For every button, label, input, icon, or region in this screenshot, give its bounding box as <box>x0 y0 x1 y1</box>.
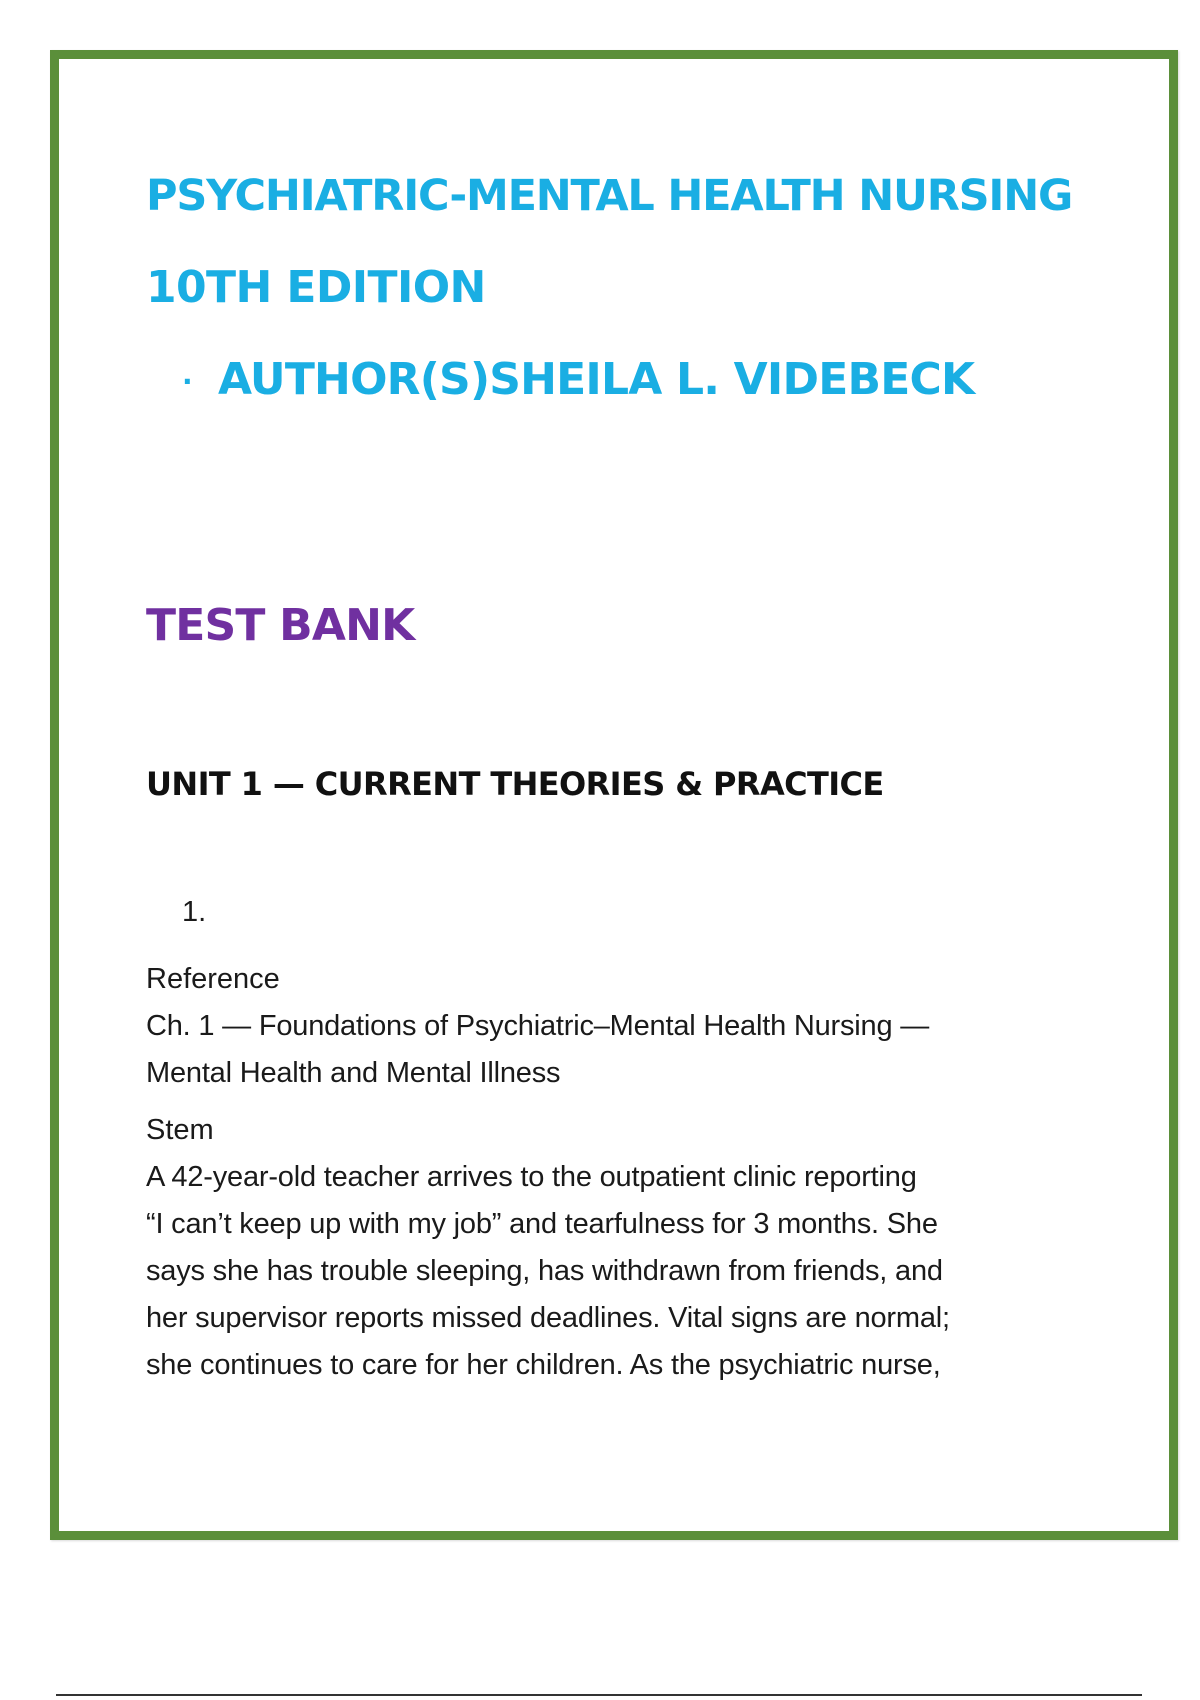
reference-line: Ch. 1 — Foundations of Psychiatric–Mental Health Nursing — <box>146 1010 930 1042</box>
bullet-icon: · <box>182 365 192 398</box>
reference-text <box>146 1003 1086 1097</box>
stem-line: “I can’t keep up with my job” and tearfulness for 3 months. She <box>146 1208 938 1240</box>
footer-divider <box>56 1694 1142 1696</box>
book-title-line-1: PSYCHIATRIC-MENTAL HEALTH NURSING <box>146 171 1073 221</box>
stem-line: her supervisor reports missed deadlines. Vital signs are normal; <box>146 1302 950 1334</box>
book-edition: 10TH EDITION <box>146 262 486 313</box>
stem-text <box>146 1154 1086 1389</box>
reference-label: Reference <box>146 963 280 995</box>
stem-line: she continues to care for her children. As the psychiatric nurse, <box>146 1349 941 1381</box>
stem-line: A 42-year-old teacher arrives to the outpatient clinic reporting <box>146 1161 917 1193</box>
test-bank-heading: TEST BANK <box>146 600 415 651</box>
document-content <box>146 150 1086 1389</box>
stem-label: Stem <box>146 1114 214 1146</box>
author-line <box>146 334 1086 428</box>
stem-line: says she has trouble sleeping, has withdrawn from friends, and <box>146 1255 943 1287</box>
unit-heading: UNIT 1 — CURRENT THEORIES & PRACTICE <box>146 765 884 803</box>
author-name: AUTHOR(S)SHEILA L. VIDEBECK <box>218 354 975 405</box>
question-number: 1. <box>182 896 207 928</box>
reference-line: Mental Health and Mental Illness <box>146 1057 561 1089</box>
